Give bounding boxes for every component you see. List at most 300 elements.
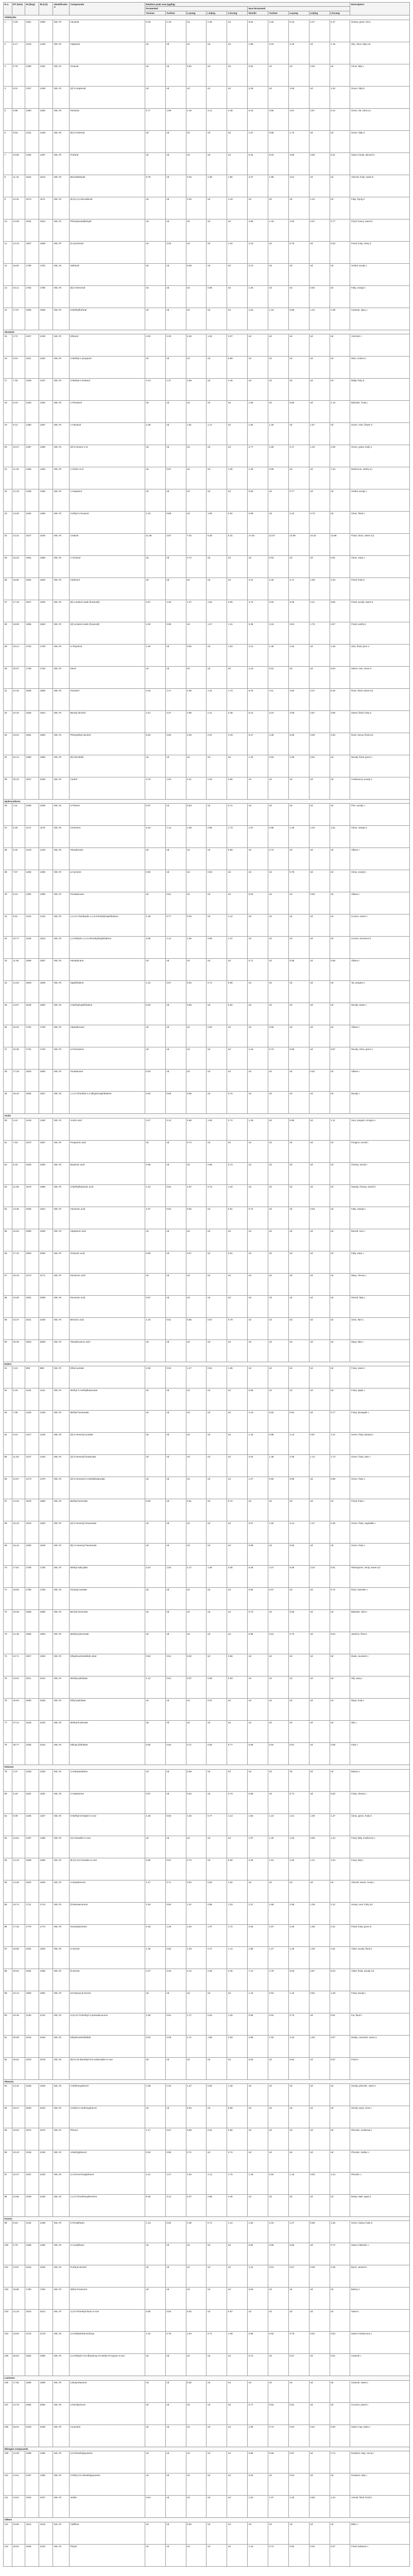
cell-rt: 24.91 [12,2496,25,2518]
cell-compound: (E,E)-2,4-Decadienal [69,197,145,219]
cell-number: 40 [4,892,12,914]
table-row [4,1632,410,1654]
cell-value: nd [330,937,350,959]
cell-value: 2.45 [206,20,227,42]
cell-value: nd [330,2473,350,2496]
cell-ri-lit: 2014 [39,2310,53,2332]
section-label: Aldehydes [4,15,410,20]
cell-rt: 10.27 [12,445,25,467]
cell-identification: MS, RI [53,2106,69,2128]
cell-compound: 2-Ethyl-3,5-dimethylpyrazine [69,2473,145,2496]
cell-value: nd [309,263,330,285]
cell-ri-exp: 1494 [25,152,39,175]
table-row [4,2380,410,2402]
table-row [4,1229,410,1251]
cell-value: 4.92 [288,689,309,711]
cell-value: nd [330,1676,350,1699]
cell-ri-lit: 1706 [39,1566,53,1588]
cell-value: 0.83 [309,2173,330,2195]
cell-value: nd [165,1477,186,1499]
cell-value: nd [186,2451,206,2473]
cell-value: nd [165,2057,186,2079]
cell-value: nd [330,777,350,800]
cell-rt: 9.12 [12,423,25,445]
cell-value: 6.48 [248,1566,268,1588]
cell-value: nd [268,2354,288,2376]
cell-ri-lit: 1653 [39,622,53,645]
cell-number: 111 [4,2496,12,2518]
cell-value: 1.17 [206,423,227,445]
cell-number: 78 [4,1743,12,1765]
cell-number: 73 [4,1632,12,1654]
cell-value: 0.67 [288,2451,309,2473]
cell-ri-exp: 1993 [25,1991,39,2013]
cell-value: nd [288,1207,309,1229]
cell-value: nd [165,423,186,445]
cell-value: 0.93 [330,2425,350,2447]
cell-value: nd [268,2106,288,2128]
cell-value: nd [145,2402,165,2425]
cell-value: 0.51 [165,1654,186,1676]
cell-value: nd [288,263,309,285]
cell-ri-exp: 1468 [25,489,39,512]
cell-descriptor: Floral c [350,2057,410,2079]
cell-rt: 3.72 [12,334,25,357]
cell-rt: 23.82 [12,2332,25,2354]
cell-value: 0.92 [145,2150,165,2173]
cell-identification: MS, RI [53,1251,69,1273]
cell-value: 0.64 [248,2473,268,2496]
cell-descriptor: Fruity, apple c [350,1388,410,1411]
cell-value: 2.48 [206,175,227,197]
cell-value: nd [268,2310,288,2332]
cell-ri-lit: 1426 [39,1455,53,1477]
cell-compound: α-Farnesene [69,1047,145,1070]
cell-value: 2.12 [330,1902,350,1924]
cell-value: 1.06 [186,2221,206,2243]
table-row [4,1477,410,1499]
cell-number: 93 [4,2084,12,2106]
cell-number: 56 [4,1251,12,1273]
cell-ri-exp: 2434 [25,2496,39,2518]
cell-ri-exp: 1525 [25,937,39,959]
cell-ri-lit: 2060 [39,1251,53,1273]
cell-value: 0.94 [330,667,350,689]
cell-ri-exp: 2010 [25,2310,39,2332]
table-row [4,937,410,959]
cell-value: nd [186,1070,206,1092]
cell-rt: 17.29 [12,1070,25,1092]
table-row [4,826,410,848]
cell-value: 6.31 [227,534,248,556]
header-subcol: Lincang [227,11,248,15]
cell-value: 0.94 [268,2173,288,2195]
cell-value: nd [268,2128,288,2150]
table-row [4,423,410,445]
cell-value: 0.86 [145,2310,165,2332]
cell-value: nd [165,645,186,667]
cell-ri-exp: 2072 [25,2128,39,2150]
cell-value: nd [288,914,309,937]
cell-number: 59 [4,1317,12,1340]
cell-value: nd [186,445,206,467]
cell-value: 1.05 [227,467,248,489]
cell-rt: 13.26 [12,512,25,534]
cell-descriptor: Pungent, rancid c [350,1140,410,1162]
cell-value: 1.21 [330,1433,350,1455]
cell-descriptor: Wine, solvent c [350,357,410,379]
cell-identification: MS, RI [53,2013,69,2035]
cell-value: 3.16 [288,42,309,64]
cell-ri-lit: 2343 [39,1743,53,1765]
cell-value: nd [165,219,186,241]
cell-ri-lit: 2070 [39,2128,53,2150]
cell-ri-lit: 1865 [39,1610,53,1632]
cell-rt: 10.51 [12,1836,25,1858]
cell-value: nd [330,2128,350,2150]
cell-descriptor: Green, fruity, wine c [350,1455,410,1477]
cell-compound: Methyl linolenate [69,1721,145,1743]
cell-value: nd [165,489,186,512]
cell-ri-exp: 1282 [25,870,39,892]
cell-value: nd [145,489,165,512]
cell-descriptor: Green, fatty d [350,130,410,152]
cell-value: nd [248,777,268,800]
cell-number: 25 [4,556,12,578]
cell-ri-lit: 1453 [39,467,53,489]
cell-value: 0.81 [165,1184,186,1207]
cell-compound: 2,3-Butanedione [69,1769,145,1791]
cell-value: nd [165,2544,186,2566]
cell-compound: Furfural [69,152,145,175]
cell-number: 105 [4,2354,12,2376]
cell-value: nd [309,848,330,870]
cell-ri-lit: 1386 [39,445,53,467]
cell-identification: MS, RI [53,1162,69,1184]
cell-ri-exp: 1950 [25,1229,39,1251]
table-row [4,1162,410,1184]
cell-descriptor: Floral, fruity, green b [350,1924,410,1946]
cell-number: 96 [4,2150,12,2173]
section-row [4,2518,410,2522]
cell-value: 1.46 [288,1946,309,1969]
cell-value: 0.71 [206,981,227,1003]
cell-value: nd [206,241,227,263]
cell-rt: 11.44 [12,175,25,197]
cell-value: 17.84 [248,534,268,556]
cell-value: 0.87 [165,467,186,489]
cell-value: nd [330,1769,350,1791]
cell-value: nd [309,2084,330,2106]
cell-ri-exp: 1360 [25,423,39,445]
cell-descriptor: Almond, fruity, sweet b [350,175,410,197]
cell-rt: 17.19 [12,600,25,622]
cell-value: 1.22 [288,512,309,534]
cell-value: nd [186,1455,206,1477]
cell-descriptor: Citrus, fatty c [350,64,410,86]
cell-rt: 17.66 [12,2380,25,2402]
cell-ri-lit: 1783 [39,1588,53,1610]
header-num: N o. [4,3,12,15]
cell-value: nd [268,285,288,308]
cell-rt: 7.08 [12,1411,25,1433]
cell-value: nd [165,1455,186,1477]
cell-value: nd [145,1455,165,1477]
cell-value: nd [330,1654,350,1676]
cell-value: nd [206,2496,227,2518]
cell-value: 2.46 [165,1969,186,1991]
cell-ri-lit: 1844 [39,1207,53,1229]
cell-value: nd [288,1769,309,1791]
cell-value: nd [227,1433,248,1455]
cell-number: 113 [4,2544,12,2566]
cell-value: 0.76 [165,2332,186,2354]
cell-identification: MS, RI [53,1769,69,1791]
cell-value: nd [186,578,206,600]
cell-value: 0.96 [268,1433,288,1455]
cell-compound: 1,2-Dihydro-1,1,6-trimethylnaphthalene [69,937,145,959]
cell-value: 2.26 [288,1924,309,1946]
cell-number: 55 [4,1229,12,1251]
cell-compound: (E)-Linalool oxide (furanoid) [69,600,145,622]
cell-value: nd [227,1699,248,1721]
cell-value: nd [145,241,165,263]
table-row [4,1814,410,1836]
cell-compound: Phytol [69,2544,145,2566]
cell-value: 2.46 [227,379,248,401]
cell-ri-lit: 2048 [39,1699,53,1721]
cell-rt: 26.52 [12,2057,25,2079]
cell-value: 2.37 [165,711,186,733]
cell-value: nd [145,1544,165,1566]
cell-value: 2.11 [206,711,227,733]
cell-value: 0.64 [165,1743,186,1765]
cell-value: 2.86 [186,1118,206,1140]
cell-value: 0.57 [206,1699,227,1721]
cell-value: 1.89 [165,108,186,130]
cell-value: nd [309,2106,330,2128]
cell-value: nd [227,1025,248,1047]
cell-value: 2.05 [186,689,206,711]
cell-identification: MS, RI [53,2221,69,2243]
cell-value: 0.88 [165,512,186,534]
cell-value: 1.12 [165,826,186,848]
cell-value: nd [145,892,165,914]
cell-ri-lit: 1470 [39,1477,53,1499]
cell-value: 0.96 [206,826,227,848]
cell-ri-exp: 1642 [25,2265,39,2287]
table-row [4,2195,410,2217]
cell-value: 0.79 [227,1317,248,1340]
cell-value: 1.27 [268,1946,288,1969]
cell-ri-exp: 1427 [25,1455,39,1477]
cell-value: 0.86 [268,130,288,152]
cell-identification: MS, RI [53,1455,69,1477]
cell-value: nd [309,2195,330,2217]
cell-value: 0.88 [330,1477,350,1499]
cell-value: nd [145,1411,165,1433]
cell-value: 1.16 [145,1317,165,1340]
cell-value: nd [288,197,309,219]
cell-identification: MS, RI [53,2243,69,2265]
cell-value: 1.48 [227,2084,248,2106]
cell-ri-exp: 1487 [25,2473,39,2496]
cell-descriptor: Alkane c [350,892,410,914]
cell-value: 4.27 [309,20,330,42]
section-label: Nitrogen compounds [4,2447,410,2451]
cell-ri-exp: 1604 [25,578,39,600]
cell-value: nd [288,556,309,578]
cell-ri-lit: 1236 [39,1411,53,1433]
cell-value: nd [227,2425,248,2447]
cell-value: 1.06 [248,2425,268,2447]
cell-value: nd [248,1699,268,1721]
cell-identification: MS, RI [53,1521,69,1544]
cell-value: nd [288,1699,309,1721]
cell-identification: MS, RI [53,2057,69,2079]
cell-value: 0.58 [227,848,248,870]
table-row [4,1455,410,1477]
cell-value: nd [165,1229,186,1251]
cell-compound: Hexadecane [69,959,145,981]
cell-value: nd [206,86,227,108]
cell-value: 1.12 [309,1455,330,1477]
cell-value: 2.07 [309,219,330,241]
cell-number: 6 [4,130,12,152]
cell-value: nd [248,2084,268,2106]
cell-number: 101 [4,2265,12,2287]
cell-number: 99 [4,2221,12,2243]
cell-compound: Octanoic acid [69,1251,145,1273]
cell-identification: MS, RI [53,334,69,357]
cell-value: nd [309,1610,330,1632]
cell-value: nd [165,1699,186,1721]
cell-rt: 16.35 [12,1047,25,1070]
cell-number: 38 [4,848,12,870]
cell-value: nd [145,1229,165,1251]
cell-value: nd [206,1588,227,1610]
cell-ri-lit: 1523 [39,937,53,959]
cell-value: nd [248,1229,268,1251]
cell-value: 1.96 [206,2035,227,2057]
cell-value: nd [248,556,268,578]
cell-value: nd [206,2473,227,2496]
cell-compound: Limonene [69,826,145,848]
cell-value: 2.94 [248,1924,268,1946]
cell-number: 35 [4,777,12,800]
cell-ri-exp: 1696 [25,2380,39,2402]
cell-value: nd [330,1162,350,1184]
cell-value: 5.63 [288,1969,309,1991]
cell-ri-lit: 2437 [39,2496,53,2518]
cell-value: nd [206,2380,227,2402]
cell-rt: 25.23 [12,777,25,800]
cell-value: nd [248,981,268,1003]
table-row [4,892,410,914]
cell-identification: MS, RI [53,892,69,914]
cell-value: nd [145,1632,165,1654]
cell-value: 1.36 [227,1366,248,1388]
section-label: Esters [4,1362,410,1366]
cell-compound: 3-Methylbutanoic acid [69,1184,145,1207]
table-row [4,1721,410,1743]
header-subcol: Lincang [330,11,350,15]
cell-value: nd [248,2310,268,2332]
cell-identification: MS, RI [53,959,69,981]
cell-value: nd [206,1229,227,1251]
cell-descriptor: Green, fruity, vegetable c [350,1521,410,1544]
cell-compound: Dihydroactinidiolide ester [69,1654,145,1676]
cell-rt: 11.08 [12,1184,25,1207]
table-row [4,600,410,622]
table-row [4,2287,410,2310]
cell-value: 1.73 [227,826,248,848]
cell-compound: (E)-2-Decenal [69,285,145,308]
cell-value: nd [330,1388,350,1411]
cell-value: 1.07 [268,2496,288,2518]
cell-value: 0.92 [288,2544,309,2566]
cell-value: 2.56 [248,219,268,241]
cell-value: 0.72 [268,848,288,870]
cell-ri-exp: 1473 [25,1477,39,1499]
cell-descriptor: Fruity, sweet c [350,1366,410,1388]
cell-descriptor: Fatty, orange c [350,285,410,308]
cell-compound: γ-Nonalactone [69,2402,145,2425]
cell-value: 0.94 [288,1411,309,1433]
cell-value: nd [186,1544,206,1566]
cell-value: nd [145,1340,165,1362]
header-ri-exp: RI (Exp) [25,3,39,15]
cell-rt: 7.57 [12,870,25,892]
cell-ri-exp: 1934 [25,1969,39,1991]
cell-ri-lit: 2378 [39,2057,53,2079]
cell-rt: 12.84 [12,981,25,1003]
cell-value: nd [145,2287,165,2310]
cell-value: nd [330,1251,350,1273]
cell-value: 0.92 [145,1092,165,1114]
cell-value: nd [186,1477,206,1499]
cell-value: 0.57 [206,1317,227,1340]
cell-value: 1.58 [145,2013,165,2035]
cell-value: nd [206,2243,227,2265]
cell-value: 4.32 [268,20,288,42]
cell-ri-lit: 1357 [39,423,53,445]
cell-value: 1.86 [145,1366,165,1388]
cell-ri-exp: 1458 [25,2243,39,2265]
cell-value: nd [227,2354,248,2376]
cell-value: 6.34 [248,152,268,175]
cell-value: nd [206,1411,227,1433]
table-row [4,804,410,826]
header-identification: Identification [53,3,69,15]
cell-value: 4.73 [248,600,268,622]
cell-value: nd [145,2354,165,2376]
cell-value: 5.02 [268,152,288,175]
cell-value: nd [268,1273,288,1295]
cell-rt: 11.53 [12,1455,25,1477]
cell-value: nd [227,2451,248,2473]
cell-compound: Geranyl acetate [69,1588,145,1610]
table-row [4,285,410,308]
cell-value: 0.62 [288,1544,309,1566]
cell-value: nd [145,2243,165,2265]
cell-value: 2.39 [145,423,165,445]
cell-value: 1.21 [186,1902,206,1924]
cell-value: nd [165,2106,186,2128]
cell-compound: Methyl hexanoate [69,1411,145,1433]
cell-value: 0.92 [165,1902,186,1924]
cell-number: 21 [4,467,12,489]
